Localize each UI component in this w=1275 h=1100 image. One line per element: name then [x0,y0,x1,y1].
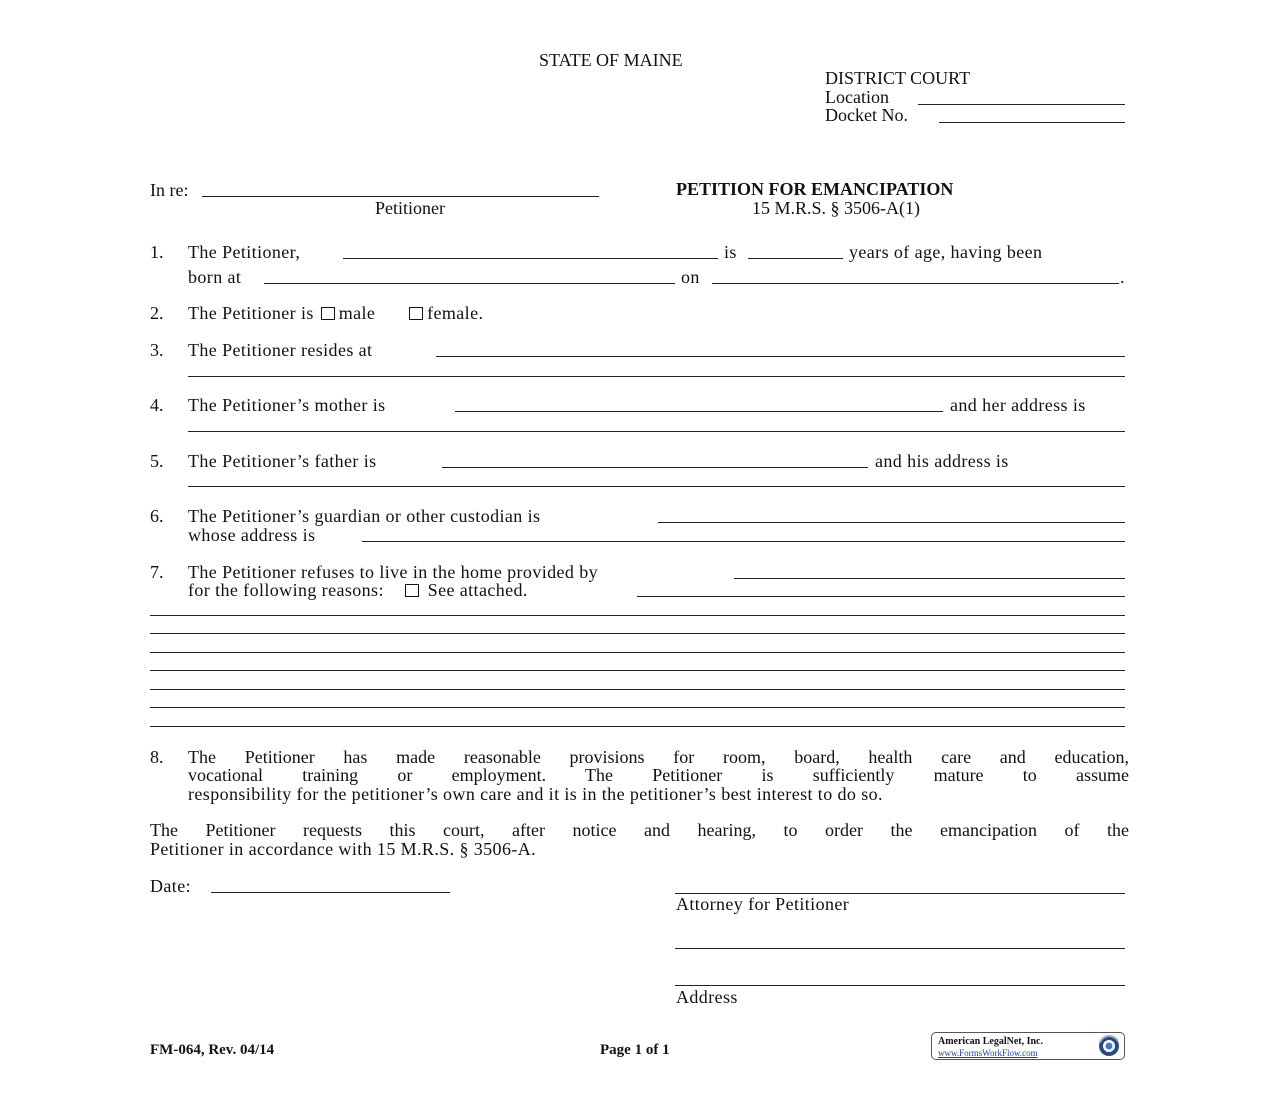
home-provider-field[interactable] [734,578,1125,579]
court-name: DISTRICT COURT [825,68,971,88]
male-checkbox[interactable] [321,307,335,320]
item-2-label: The Petitioner is [188,303,314,323]
docket-field[interactable] [939,122,1125,123]
see-attached-label: See attached. [427,580,528,600]
age-field[interactable] [748,258,843,259]
in-re-label: In re: [150,180,189,200]
item-number: 8. [150,747,164,767]
item-number: 7. [150,562,164,582]
birthplace-field[interactable] [264,283,675,284]
attorney-label: Attorney for Petitioner [676,894,850,914]
male-label: male [338,303,376,323]
page-number: Page 1 of 1 [600,1042,670,1058]
request-line-1: The Petitioner requests this court, after notice and hearing, to order the emancipation of the [150,820,1129,840]
reasons-line[interactable] [150,689,1125,690]
reasons-line[interactable] [150,707,1125,708]
vendor-url[interactable]: www.FormsWorkFlow.com [938,1048,1038,1058]
item-6-text-b: whose address is [188,525,316,545]
reasons-line[interactable] [150,670,1125,671]
reasons-line[interactable] [150,615,1125,616]
item-2-text [188,304,483,322]
father-name-field[interactable] [442,467,868,468]
reasons-field[interactable] [637,596,1125,597]
female-label: female. [427,303,484,323]
reasons-line[interactable] [150,652,1125,653]
vendor-globe-icon [1096,1034,1122,1058]
residence-field-line-2[interactable] [188,376,1125,377]
female-checkbox[interactable] [409,307,423,320]
item-1-text-b: is [724,242,737,262]
address-line-2[interactable] [675,985,1125,986]
item-5-text-a: The Petitioner’s father is [188,451,377,471]
item-number: 5. [150,451,164,471]
item-6-text-a: The Petitioner’s guardian or other custodian is [188,506,541,526]
form-id: FM-064, Rev. 04/14 [150,1042,275,1058]
residence-field[interactable] [436,356,1125,357]
item-3-text: The Petitioner resides at [188,340,373,360]
reasons-line[interactable] [150,633,1125,634]
see-attached-checkbox[interactable] [405,584,419,597]
birthdate-field[interactable] [712,283,1119,284]
petitioner-caption: Petitioner [375,198,445,218]
location-label: Location [825,87,889,107]
item-8-line-1: The Petitioner has made reasonable provisions for room, board, health care and education, [188,747,1129,767]
item-1-period: . [1120,267,1125,287]
item-number: 1. [150,242,164,262]
item-5-text-b: and his address is [875,451,1009,471]
item-4-text-a: The Petitioner’s mother is [188,395,386,415]
item-8-line-3: responsibility for the petitioner’s own care and it is in the petitioner’s best interest to do so. [188,784,883,804]
vendor-name: American LegalNet, Inc. [938,1036,1043,1047]
petitioner-name-field[interactable] [343,258,718,259]
item-1-text-c: years of age, having been [849,242,1043,262]
statute-reference: 15 M.R.S. § 3506-A(1) [752,198,921,218]
request-line-2: Petitioner in accordance with 15 M.R.S. § 3506-A. [150,839,537,859]
address-line-1[interactable] [675,948,1125,949]
state-heading: STATE OF MAINE [539,50,683,70]
address-label: Address [676,987,738,1007]
reasons-line[interactable] [150,726,1125,727]
item-4-text-b: and her address is [950,395,1086,415]
mother-name-field[interactable] [455,411,943,412]
guardian-name-field[interactable] [658,522,1125,523]
item-7-text-b [188,581,528,599]
item-1-text-a: The Petitioner, [188,242,301,262]
date-label: Date: [150,876,191,896]
item-number: 2. [150,303,164,323]
document-title: PETITION FOR EMANCIPATION [676,179,954,199]
guardian-address-field[interactable] [362,541,1125,542]
location-field[interactable] [918,104,1125,105]
item-7-reasons-label: for the following reasons: [188,580,384,600]
mother-address-field[interactable] [188,431,1125,432]
date-field[interactable] [211,892,450,893]
item-number: 6. [150,506,164,526]
item-1-text-e: on [681,267,700,287]
item-7-text-a: The Petitioner refuses to live in the home provided by [188,562,599,582]
father-address-field[interactable] [188,486,1125,487]
vendor-logo [931,1032,1125,1060]
in-re-field[interactable] [202,196,599,197]
item-8-line-2: vocational training or employment. The Petitioner is sufficiently mature to assume [188,765,1129,785]
item-1-text-d: born at [188,267,242,287]
item-number: 4. [150,395,164,415]
item-number: 3. [150,340,164,360]
docket-label: Docket No. [825,105,908,125]
